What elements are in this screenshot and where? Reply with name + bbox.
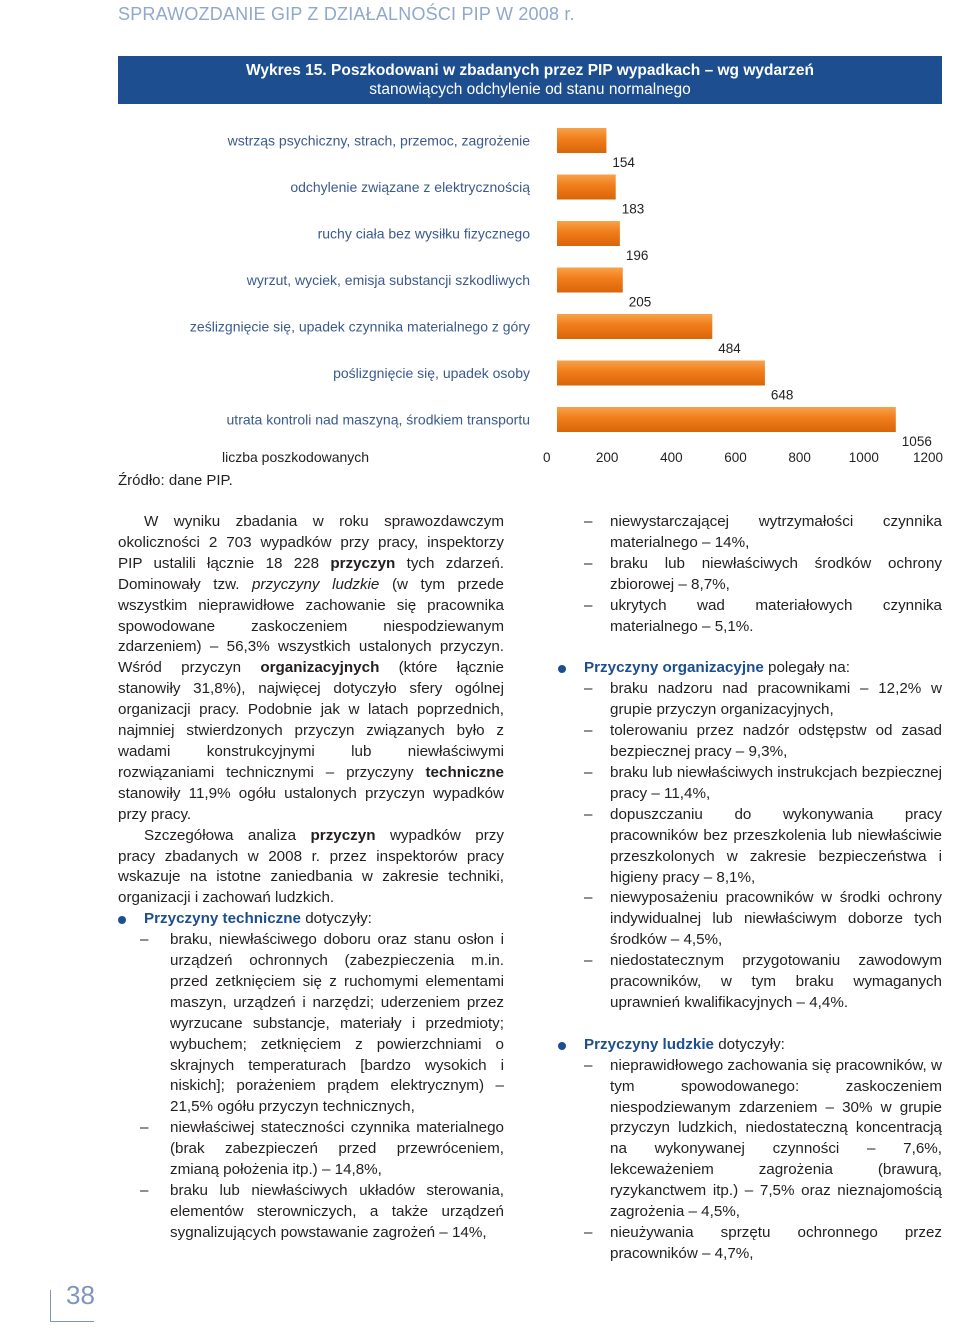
bullet-human-causes: Przyczyny ludzkie dotyczyły: bbox=[558, 1035, 942, 1056]
left-text-column bbox=[118, 512, 504, 1244]
chart-category-label: wyrzut, wyciek, emisja substancji szkodliwych bbox=[246, 272, 530, 288]
organizational-cause-item-text: braku nadzoru nad pracownikami – 12,2% w grupie przyczyn organizacyjnych, bbox=[610, 680, 942, 719]
chart-bar bbox=[557, 407, 896, 432]
bullet-technical-causes: Przyczyny techniczne dotyczyły: bbox=[118, 909, 504, 930]
technical-cause-item bbox=[118, 1181, 504, 1244]
bullet-dot-icon bbox=[118, 916, 126, 924]
chart-category-label: poślizgnięcie się, upadek osoby bbox=[333, 365, 530, 381]
human-causes-list bbox=[558, 1056, 942, 1265]
bar-chart bbox=[0, 110, 960, 470]
human-cause-item bbox=[558, 1056, 942, 1223]
organizational-cause-item bbox=[558, 888, 942, 951]
organizational-cause-item bbox=[558, 679, 942, 721]
chart-category-label: utrata kontroli nad maszyną, środkiem transportu bbox=[226, 411, 530, 428]
human-cause-item bbox=[558, 1223, 942, 1265]
chart-category-label: ruchy ciała bez wysiłku fizycznego bbox=[317, 225, 530, 242]
report-header-title: SPRAWOZDANIE GIP Z DZIAŁALNOŚCI PIP W 2008 r. bbox=[118, 4, 575, 24]
dash-marker: – bbox=[584, 596, 593, 614]
technical-cause-item-text: ukrytych wad materiałowych czynnika materialnego – 5,1%. bbox=[610, 596, 942, 635]
chart-bar bbox=[557, 314, 712, 339]
chart-bar bbox=[557, 221, 620, 246]
technical-cause-item bbox=[118, 1118, 504, 1181]
organizational-cause-item-text: braku lub niewłaściwych instrukcjach bezpiecznej pracy – 11,4%, bbox=[610, 763, 942, 802]
chart-x-tick-label: 800 bbox=[788, 450, 811, 465]
organizational-cause-item-text: tolerowaniu przez nadzór odstępstw od zasad bezpiecznej pracy – 9,3%, bbox=[610, 722, 942, 761]
dash-marker: – bbox=[584, 889, 593, 907]
dash-marker: – bbox=[584, 1224, 593, 1241]
organizational-cause-item bbox=[558, 951, 942, 1014]
technical-causes-list bbox=[118, 930, 504, 1244]
dash-marker: – bbox=[140, 931, 149, 949]
organizational-cause-item bbox=[558, 763, 942, 805]
human-cause-item-text: nieprawidłowego zachowania się pracowników, w tym spowodowanego: zaskoczeniem niespodziewanym zdarzeniem – 30% w grupie przyczyn ludzkich, niedostateczną koncentracją na wykonywanej czynności – 7,6%, lekceważeniem zagrożenia (brawurą, ryzykanctwem itp.) – 7,5% oraz nieznajomością zagrożenia – 4,5%, bbox=[610, 1056, 942, 1221]
chart-x-tick-label: 0 bbox=[543, 450, 551, 465]
technical-cause-item bbox=[558, 596, 942, 638]
dash-marker: – bbox=[140, 1119, 149, 1137]
organizational-cause-item bbox=[558, 721, 942, 763]
dash-marker: – bbox=[584, 513, 593, 530]
technical-cause-item-text: niewłaściwej stateczności czynnika materialnego (brak zabezpieczeń przed przewróceniem, zmianą położenia itp.) – 14,8%, bbox=[170, 1119, 504, 1179]
technical-cause-item-text: braku lub niewłaściwych układów sterowania, elementów sterowniczych, a także urządzeń sygnalizujących powstawanie zagrożeń – 14%, bbox=[170, 1182, 504, 1241]
chart-value-label: 183 bbox=[621, 201, 645, 217]
chart-x-tick-label: 400 bbox=[660, 450, 683, 465]
paragraph-analysis: Szczegółowa analiza przyczyn wypadków przy pracy zbadanych w 2008 r. przez inspektorów pracy wskazuje na istotne zaniedbania w zakresie techniki, organizacji i zachowań ludzkich. bbox=[118, 826, 504, 907]
organizational-causes-list bbox=[558, 679, 942, 1014]
technical-causes-list-continued bbox=[558, 512, 942, 637]
chart-title-line-2: stanowiących odchylenie od stanu normalnego bbox=[369, 81, 691, 98]
chart-category-label: odchylenie związane z elektrycznością bbox=[290, 179, 530, 195]
chart-category-label: ześlizgnięcie się, upadek czynnika materialnego z góry bbox=[189, 318, 530, 335]
right-text-column bbox=[558, 512, 942, 1265]
chart-value-label: 1056 bbox=[901, 434, 932, 449]
dash-marker: – bbox=[584, 722, 593, 740]
technical-cause-item-text: braku, niewłaściwego doboru oraz stanu osłon i urządzeń ochronnych (zabezpieczenia m.in. przed zetknięciem się z ruchomymi elementami maszyn, urządzeń i narzędzi; uderzeniem przez wyrzucane substancje, materiały i przedmioty; wybuchem; zetknięciem z powierzchniami o skrajnych temperaturach [bardzo wysokich i niskich]; porażeniem prądem elektrycznym) – 21,5% ogółu przyczyn technicznych, bbox=[170, 931, 504, 1116]
organizational-cause-item-text: dopuszczaniu do wykonywania pracy pracowników bez przeszkolenia lub niewłaściwie przeszkolonych w zakresie bezpieczeństwa i higieny pracy – 8,1%, bbox=[610, 805, 942, 886]
organizational-cause-item-text: niewyposażeniu pracowników w środki ochrony indywidualnej lub niewłaściwym doborze tych środków – 4,5%, bbox=[610, 889, 942, 949]
chart-x-axis-label: liczba poszkodowanych bbox=[222, 449, 370, 465]
chart-x-tick-label: 1000 bbox=[848, 450, 879, 465]
page-number-rule-vertical bbox=[50, 1290, 51, 1321]
chart-category-label: wstrząs psychiczny, strach, przemoc, zagrożenie bbox=[227, 132, 530, 149]
chart-title-line-1: Wykres 15. Poszkodowani w zbadanych przez PIP wypadkach – wg wydarzeń bbox=[246, 62, 814, 79]
technical-cause-item-text: braku lub niewłaściwych środków ochrony zbiorowej – 8,7%, bbox=[610, 554, 942, 593]
chart-value-label: 648 bbox=[770, 387, 794, 403]
chart-value-label: 154 bbox=[612, 155, 635, 170]
bullet-dot-icon bbox=[558, 665, 566, 673]
technical-cause-item-text: niewystarczającej wytrzymałości czynnika materialnego – 14%, bbox=[610, 513, 942, 551]
chart-x-tick-label: 1200 bbox=[912, 450, 944, 465]
source-note: Źródło: dane PIP. bbox=[118, 472, 233, 489]
dash-marker: – bbox=[584, 554, 593, 572]
dash-marker: – bbox=[584, 952, 593, 970]
paragraph-summary: W wyniku zbadania w roku sprawozdawczym okoliczności 2 703 wypadków przy pracy, inspektorzy PIP ustalili łącznie 18 228 przyczyn tych zdarzeń. Dominowały tzw. przyczyny ludzkie (w tym przede wszystkim nieprawidłowe zachowanie się pracownika spowodowane zaskoczeniem niespodziewanym zdarzeniem) – 56,3% wszystkich ustalonych przyczyn. Wśród przyczyn organizacyjnych (które łącznie stanowiły 31,8%), najwięcej dotyczyło sfery ogólnej organizacji pracy. Podobnie jak w latach poprzednich, najmniej stwierdzonych przyczyn związanych było z wadami konstrukcyjnymi lub niewłaściwymi rozwiązaniami technicznymi – przyczyny techniczne stanowiły 11,9% ogółu ustalonych przyczyn wypadków przy pracy. bbox=[118, 513, 504, 823]
human-cause-item-text: nieużywania sprzętu ochronnego przez pracowników – 4,7%, bbox=[610, 1224, 942, 1262]
chart-bar bbox=[557, 361, 765, 386]
chart-x-tick-label: 200 bbox=[595, 450, 619, 465]
organizational-cause-item bbox=[558, 805, 942, 889]
chart-value-label: 205 bbox=[628, 294, 652, 310]
chart-value-label: 484 bbox=[718, 341, 741, 356]
chart-bar bbox=[557, 128, 606, 153]
dash-marker: – bbox=[584, 1056, 593, 1074]
technical-cause-item bbox=[558, 554, 942, 596]
technical-cause-item bbox=[558, 512, 942, 554]
chart-bar bbox=[557, 268, 623, 293]
organizational-cause-item-text: niedostatecznym przygotowaniu zawodowym pracowników, w tym braku wymaganych uprawnień kwalifikacyjnych – 4,4%. bbox=[610, 952, 942, 1011]
dash-marker: – bbox=[584, 805, 593, 823]
chart-x-tick-label: 600 bbox=[724, 450, 747, 465]
chart-bar bbox=[557, 175, 616, 200]
chart-title-banner bbox=[118, 56, 942, 104]
technical-cause-item bbox=[118, 930, 504, 1118]
dash-marker: – bbox=[140, 1182, 149, 1199]
bullet-organizational-causes: Przyczyny organizacyjne polegały na: bbox=[558, 658, 942, 679]
page-number: 38 bbox=[66, 1280, 95, 1310]
dash-marker: – bbox=[584, 763, 593, 781]
dash-marker: – bbox=[584, 680, 593, 698]
page-number-rule bbox=[50, 1321, 94, 1322]
bullet-dot-icon bbox=[558, 1042, 566, 1050]
chart-value-label: 196 bbox=[625, 248, 649, 263]
